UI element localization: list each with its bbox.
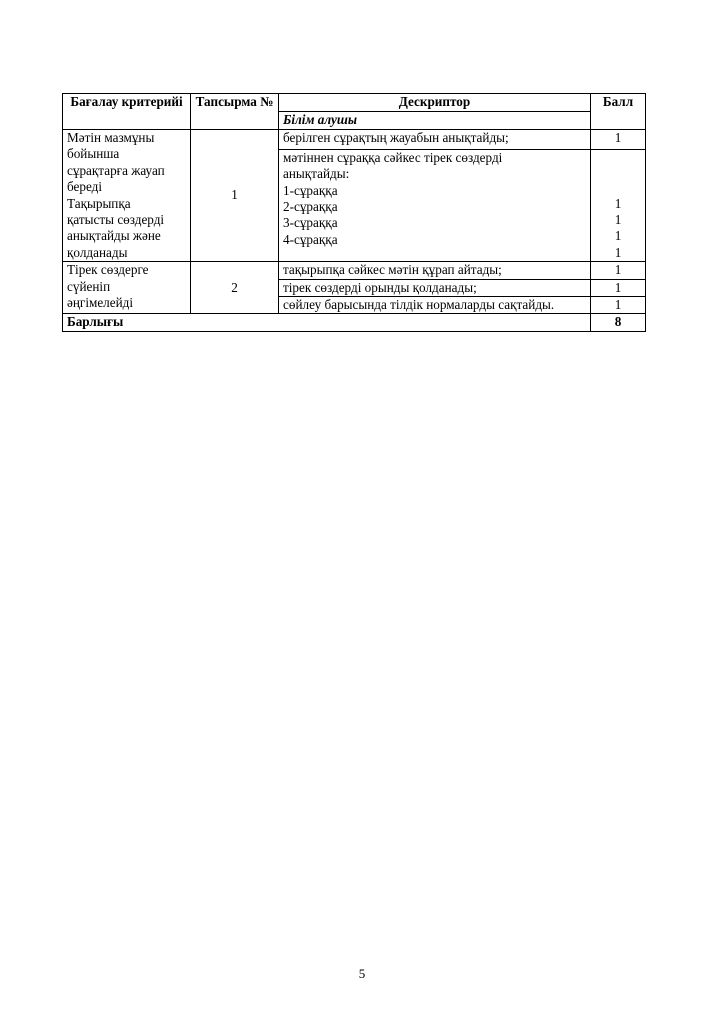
- total-score: 8: [591, 314, 646, 331]
- total-row: [63, 314, 646, 331]
- total-label: Барлығы: [63, 314, 591, 331]
- task-number-cell: 2: [191, 262, 279, 314]
- descriptor-line: мәтіннен сұраққа сәйкес тірек сөздерді: [283, 149, 503, 165]
- table-row: [63, 262, 646, 279]
- score-cell: [591, 149, 646, 262]
- criteria-cell: [63, 130, 191, 262]
- criteria-line: Тақырыпқа: [67, 195, 131, 211]
- descriptor-cell: [279, 297, 591, 314]
- rubric-body: [63, 130, 646, 332]
- descriptor-line: 3-сұраққа: [283, 215, 338, 231]
- criteria-line: қолданады: [67, 244, 128, 260]
- score-value: 1: [614, 297, 622, 313]
- score-value: 1: [614, 130, 622, 145]
- header-criteria: Бағалау критерийі: [63, 94, 191, 130]
- score-cell: [591, 297, 646, 314]
- score-value: 1: [614, 195, 622, 211]
- task-number-cell: 1: [191, 130, 279, 262]
- criteria-line: әңгімелейді: [67, 295, 134, 311]
- descriptor-cell: [279, 130, 591, 150]
- criteria-line: Мәтін мазмұны: [67, 130, 155, 145]
- score-value: 1: [614, 228, 622, 244]
- score-cell: [591, 279, 646, 296]
- header-task: Тапсырма №: [191, 94, 279, 130]
- descriptor-cell: [279, 262, 591, 279]
- descriptor-line: тірек сөздерді орынды қолданады;: [283, 279, 477, 295]
- criteria-line: сұрақтарға жауап: [67, 162, 165, 178]
- header-row: [63, 94, 646, 112]
- criteria-cell: [63, 262, 191, 314]
- descriptor-line: сөйлеу барысында тілдік нормаларды сақтайды.: [283, 297, 555, 313]
- score-value: 1: [614, 262, 622, 278]
- page-number: 5: [358, 966, 366, 981]
- descriptor-line: 4-сұраққа: [283, 231, 338, 247]
- descriptor-cell: [279, 279, 591, 296]
- table-row: [63, 130, 646, 150]
- header-learner: Білім алушы: [279, 112, 591, 130]
- score-value: 1: [614, 279, 622, 295]
- header-score: Балл: [591, 94, 646, 130]
- criteria-line: қатысты сөздерді: [67, 212, 165, 228]
- criteria-line: анықтайды және: [67, 228, 161, 244]
- criteria-line: сүйеніп: [67, 278, 111, 294]
- descriptor-line: 1-сұраққа: [283, 182, 338, 198]
- descriptor-line: берілген сұрақтың жауабын анықтайды;: [283, 130, 509, 145]
- score-value: 1: [614, 244, 622, 260]
- descriptor-line: анықтайды:: [283, 166, 350, 182]
- assessment-rubric-table: [62, 93, 646, 332]
- descriptor-line: тақырыпқа сәйкес мәтін құрап айтады;: [283, 262, 502, 278]
- score-value: 1: [614, 212, 622, 228]
- criteria-line: береді: [67, 179, 103, 195]
- criteria-line: Тірек сөздерге: [67, 262, 149, 278]
- descriptor-line: 2-сұраққа: [283, 198, 338, 214]
- score-cell: [591, 262, 646, 279]
- score-cell: [591, 130, 646, 150]
- descriptor-cell: [279, 149, 591, 262]
- criteria-line: бойынша: [67, 146, 120, 162]
- header-descriptor: Дескриптор: [279, 94, 591, 112]
